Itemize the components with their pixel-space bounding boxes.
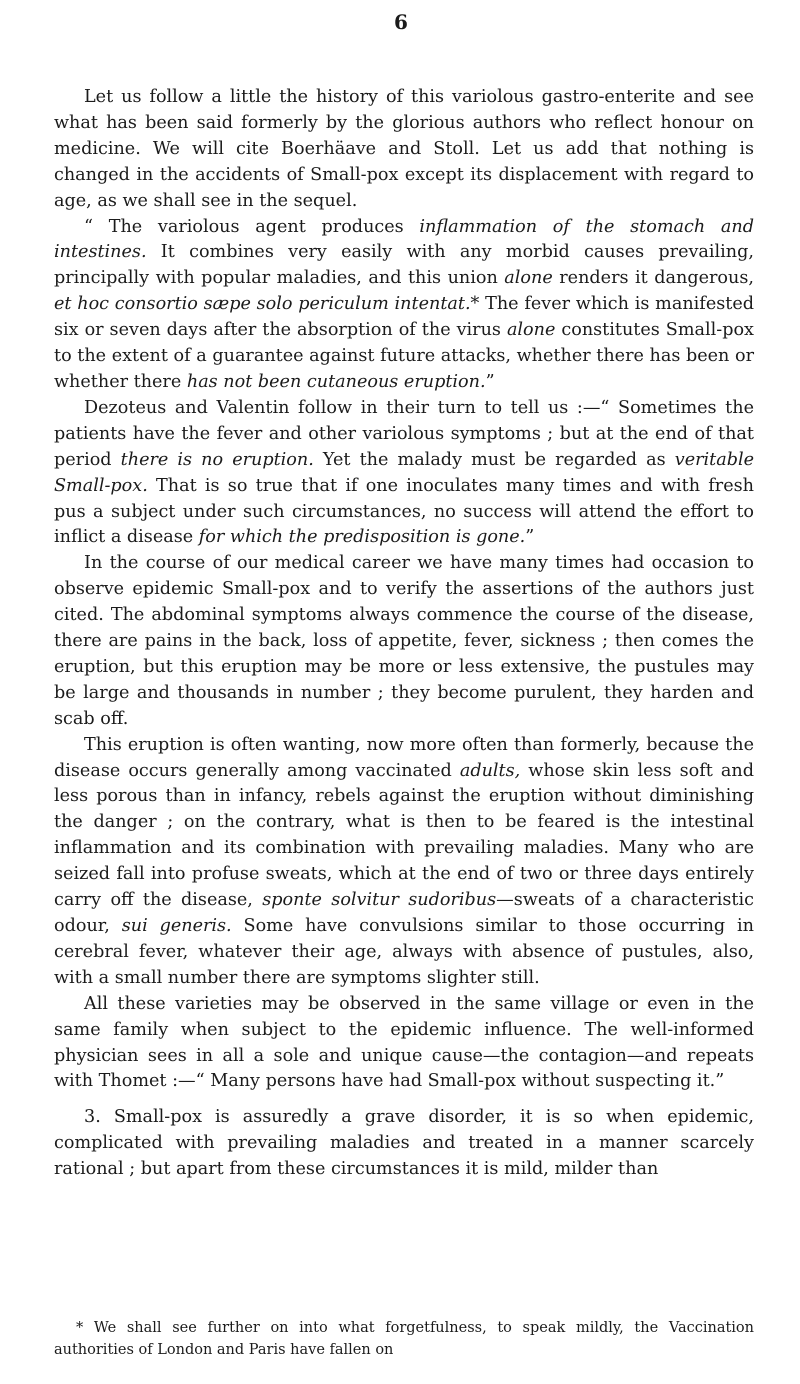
paragraph-section-3: [54, 1105, 754, 1183]
footnote: [54, 1317, 754, 1361]
italic-phrase: alone: [506, 320, 556, 341]
footnote-text: * We shall see further on into what forgetfulness, to speak mildly, the Vaccination authorities of London and Paris have fallen on: [54, 1320, 754, 1358]
italic-phrase: has not been cutaneous eruption.: [186, 371, 486, 392]
paragraph-boerhaave-quote: [54, 215, 754, 396]
text-run: It combines very easily with any morbid causes prevailing, principally with popular maladies, and this union: [54, 242, 754, 289]
paragraph-medical-career: [54, 551, 754, 732]
text-run: “ The variolous agent produces: [84, 216, 420, 237]
paragraph-eruption-wanting: [54, 733, 754, 992]
text-run: —sweats of a characteristic odour,: [54, 890, 754, 936]
text-run: whose skin less soft and less porous than in infancy, rebels against the eruption without diminishing the danger ; on the contrary, what is then to be feared is the intestinal inflammation and its combination with prevailing maladies. Many who are seized fall into profuse sweats, which at the end of two or three days entirely carry off the disease,: [54, 760, 754, 911]
italic-phrase: et hoc consortio sæpe solo periculum intentat.*: [54, 294, 480, 315]
text-run: Let us follow a little the history of this variolous gastro-enterite and see what has been said formerly by the glorious authors who reflect honour on medicine. We will cite Boerhäave and Stoll. Let us add that nothing is changed in the accidents of Small-pox except its displacement with regard to age, as we shall see in the sequel.: [54, 87, 754, 211]
italic-phrase: alone: [504, 268, 553, 289]
text-run: In the course of our medical career we have many times had occasion to observe epidemic Small-pox and to verify the assertions of the authors just cited. The abdominal symptoms always commence the course of the disease, there are pains in the back, loss of appetite, fever, sickness ; then comes the eruption, but this eruption may be more or less extensive, the pustules may be large and thousands in number ; they become purulent, they harden and scab off.: [54, 553, 754, 729]
paragraph-history: [54, 85, 754, 215]
paragraph-dezoteus-valentin: [54, 396, 754, 551]
text-run: This eruption is often wanting, now more often than formerly, because the disease occurs generally among vaccinated: [54, 734, 754, 781]
text-run: ”: [485, 371, 495, 392]
text-run: ”: [525, 527, 535, 548]
italic-phrase: veritable Small-pox.: [54, 449, 754, 496]
text-run: 3. Small-pox is assuredly a grave disorder, it is so when epidemic, complicated with prevailing maladies and treated in a manner scarcely rational ; but apart from these circumstances it is mild, milder than: [54, 1107, 754, 1180]
text-run: constitutes Small-pox to the extent of a guarantee against future attacks, whether there has been or whether there: [54, 320, 754, 392]
page-number: 6: [394, 10, 408, 34]
text-run: All these varieties may be observed in the same village or even in the same family when subject to the epidemic influence. The well-informed physician sees in all a sole and unique cause—the contagion—and repeats with Thomet :—“ Many persons have had Small-pox without suspecting it.”: [54, 993, 754, 1092]
italic-phrase: for which the predisposition is gone.: [198, 527, 526, 548]
italic-phrase: inflammation of the stomach and intestines.: [54, 216, 754, 263]
paragraph-varieties: [54, 992, 754, 1096]
body-text: [54, 85, 754, 1183]
italic-phrase: adults,: [459, 760, 521, 781]
text-run: renders it dangerous,: [552, 268, 754, 289]
text-run: Yet the malady must be regarded as: [313, 449, 675, 470]
italic-phrase: sponte solvitur sudoribus: [262, 890, 497, 911]
text-run: The fever which is manifested six or seven days after the absorption of the virus: [54, 294, 755, 341]
text-run: Dezoteus and Valentin follow in their turn to tell us :—“ Sometimes the patients have the fever and other variolous symptoms ; but at the end of that period: [54, 397, 754, 470]
italic-phrase: there is no eruption.: [120, 449, 314, 470]
italic-phrase: sui generis.: [121, 916, 232, 936]
text-run: That is so true that if one inoculates many times and with fresh pus a subject under such circumstances, no success will attend the effort to inflict a disease: [54, 475, 754, 548]
text-run: Some have convulsions similar to those occurring in cerebral fever, whatever their age, always with absence of pustules, also, with a small number there are symptoms slighter still.: [54, 916, 754, 988]
